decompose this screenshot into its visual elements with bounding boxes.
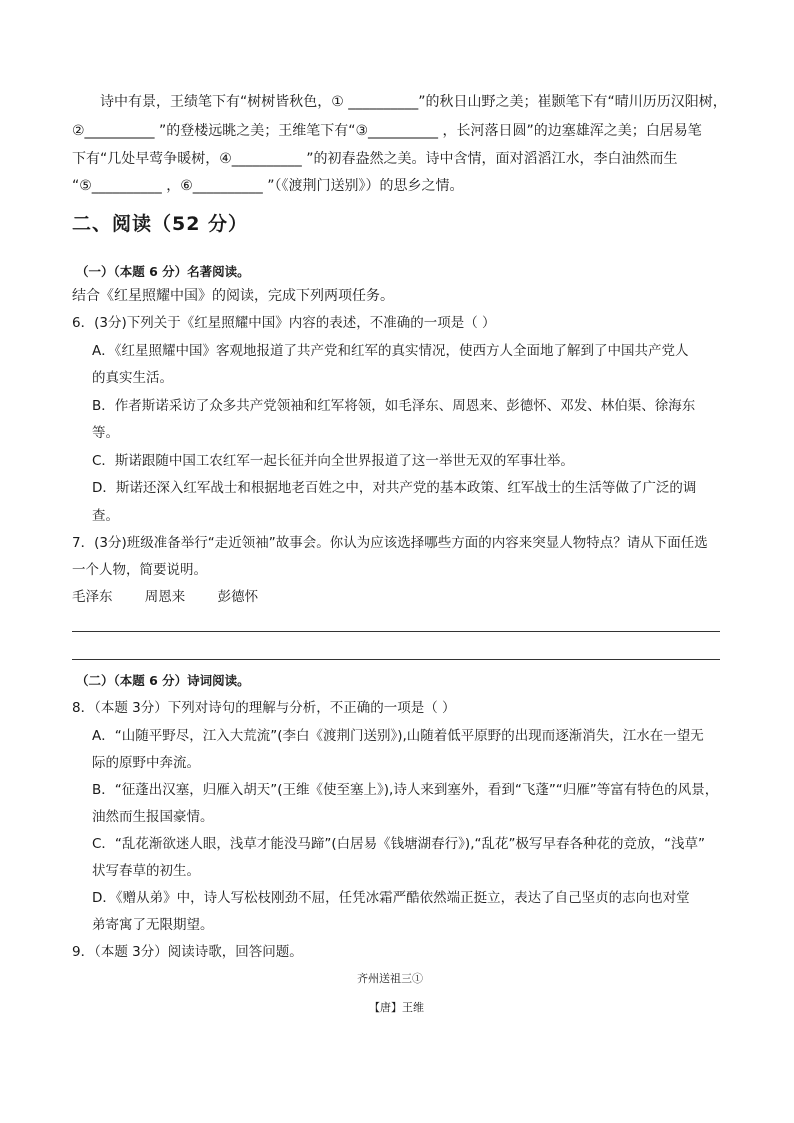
q7-stem: 7．(3分)班级准备举行“走近领袖”故事会。你认为应该选择哪些方面的内容来突显人物特点？请从下面任选 [72, 535, 708, 551]
q7-name: 彭德怀 [217, 589, 259, 605]
q9-stem: 9．（本题 3分）阅读诗歌，回答问题。 [72, 944, 303, 960]
q6-stem: 6．(3分)下列关于《红星照耀中国》内容的表述，不准确的一项是（ ） [72, 315, 496, 331]
answer-line[interactable] [72, 631, 720, 632]
q6-option-d-cont: 查。 [92, 508, 119, 524]
fill-line-4: “⑤__________ ，⑥__________ ”（《渡荆门送别》）的思乡之情。 [72, 178, 464, 194]
q7-stem-cont: 一个人物，简要说明。 [72, 562, 207, 578]
q8-option-c-cont: 状写春草的初生。 [92, 863, 200, 879]
q8-option-b-cont: 油然而生报国豪情。 [92, 809, 214, 825]
part2-heading: （二）（本题 6 分）诗词阅读。 [76, 673, 250, 688]
poem-title: 齐州送祖三① [357, 972, 423, 985]
q6-option-b-cont: 等。 [92, 425, 119, 441]
q6-option-a: A．《红星照耀中国》客观地报道了共产党和红军的真实情况，使西方人全面地了解到了中国共产党人 [92, 343, 689, 359]
q8-stem: 8．（本题 3分）下列对诗句的理解与分析，不正确的一项是（ ） [72, 700, 456, 716]
fill-line-3: 下有“几处早莺争暖树，④__________ ”的初春盎然之美。诗中含情，面对滔滔江水，李白油然而生 [72, 151, 678, 167]
q6-option-a-cont: 的真实生活。 [92, 370, 173, 386]
q8-option-d: D．《赠从弟》中，诗人写松枝刚劲不屈，任凭冰霜严酷依然端正挺立，表达了自己坚贞的志向也对堂 [92, 890, 690, 906]
q8-option-d-cont: 弟寄寓了无限期望。 [92, 917, 214, 933]
section-title: 二、阅读（52 分） [72, 213, 249, 235]
q7-name: 毛泽东 [72, 589, 113, 605]
answer-line[interactable] [72, 659, 720, 660]
poem-author: 【唐】王维 [369, 1001, 424, 1014]
q8-option-b: B．“征蓬出汉塞，归雁入胡天”(王维《使至塞上》),诗人来到塞外，看到“飞蓬”“归雁”等富有特色的风景， [92, 782, 719, 798]
part1-heading: （一）（本题 6 分）名著阅读。 [76, 264, 250, 279]
q7-name: 周恩来 [144, 589, 186, 605]
q7-name-list [72, 587, 286, 607]
q8-option-a: A．“山随平野尽，江入大荒流”(李白《渡荆门送别》),山随着低平原野的出现而逐渐消失，江水在一望无 [92, 728, 704, 744]
q6-option-c: C．斯诺跟随中国工农红军一起长征并向全世界报道了这一举世无双的军事壮举。 [92, 453, 574, 469]
q6-option-b: B．作者斯诺采访了众多共产党领袖和红军将领，如毛泽东、周恩来、彭德怀、邓发、林伯渠、徐海东 [92, 398, 696, 414]
q6-option-d: D．斯诺还深入红军战士和根据地老百姓之中，对共产党的基本政策、红军战士的生活等做了广泛的调 [92, 480, 697, 496]
q8-option-a-cont: 际的原野中奔流。 [92, 755, 200, 771]
fill-line-2: ②__________ ”的登楼远眺之美；王维笔下有“③__________ ，长河落日圆”的边塞雄浑之美；白居易笔 [72, 123, 702, 139]
q8-option-c: C．“乱花渐欲迷人眼，浅草才能没马蹄”(白居易《钱塘湖春行》),“乱花”极写早春各种花的竞放，“浅草” [92, 836, 705, 852]
part1-intro: 结合《红星照耀中国》的阅读，完成下列两项任务。 [72, 288, 394, 304]
fill-line-1: 诗中有景，王绩笔下有“树树皆秋色，① __________”的秋日山野之美；崔颢笔下有“晴川历历汉阳树， [100, 94, 727, 110]
